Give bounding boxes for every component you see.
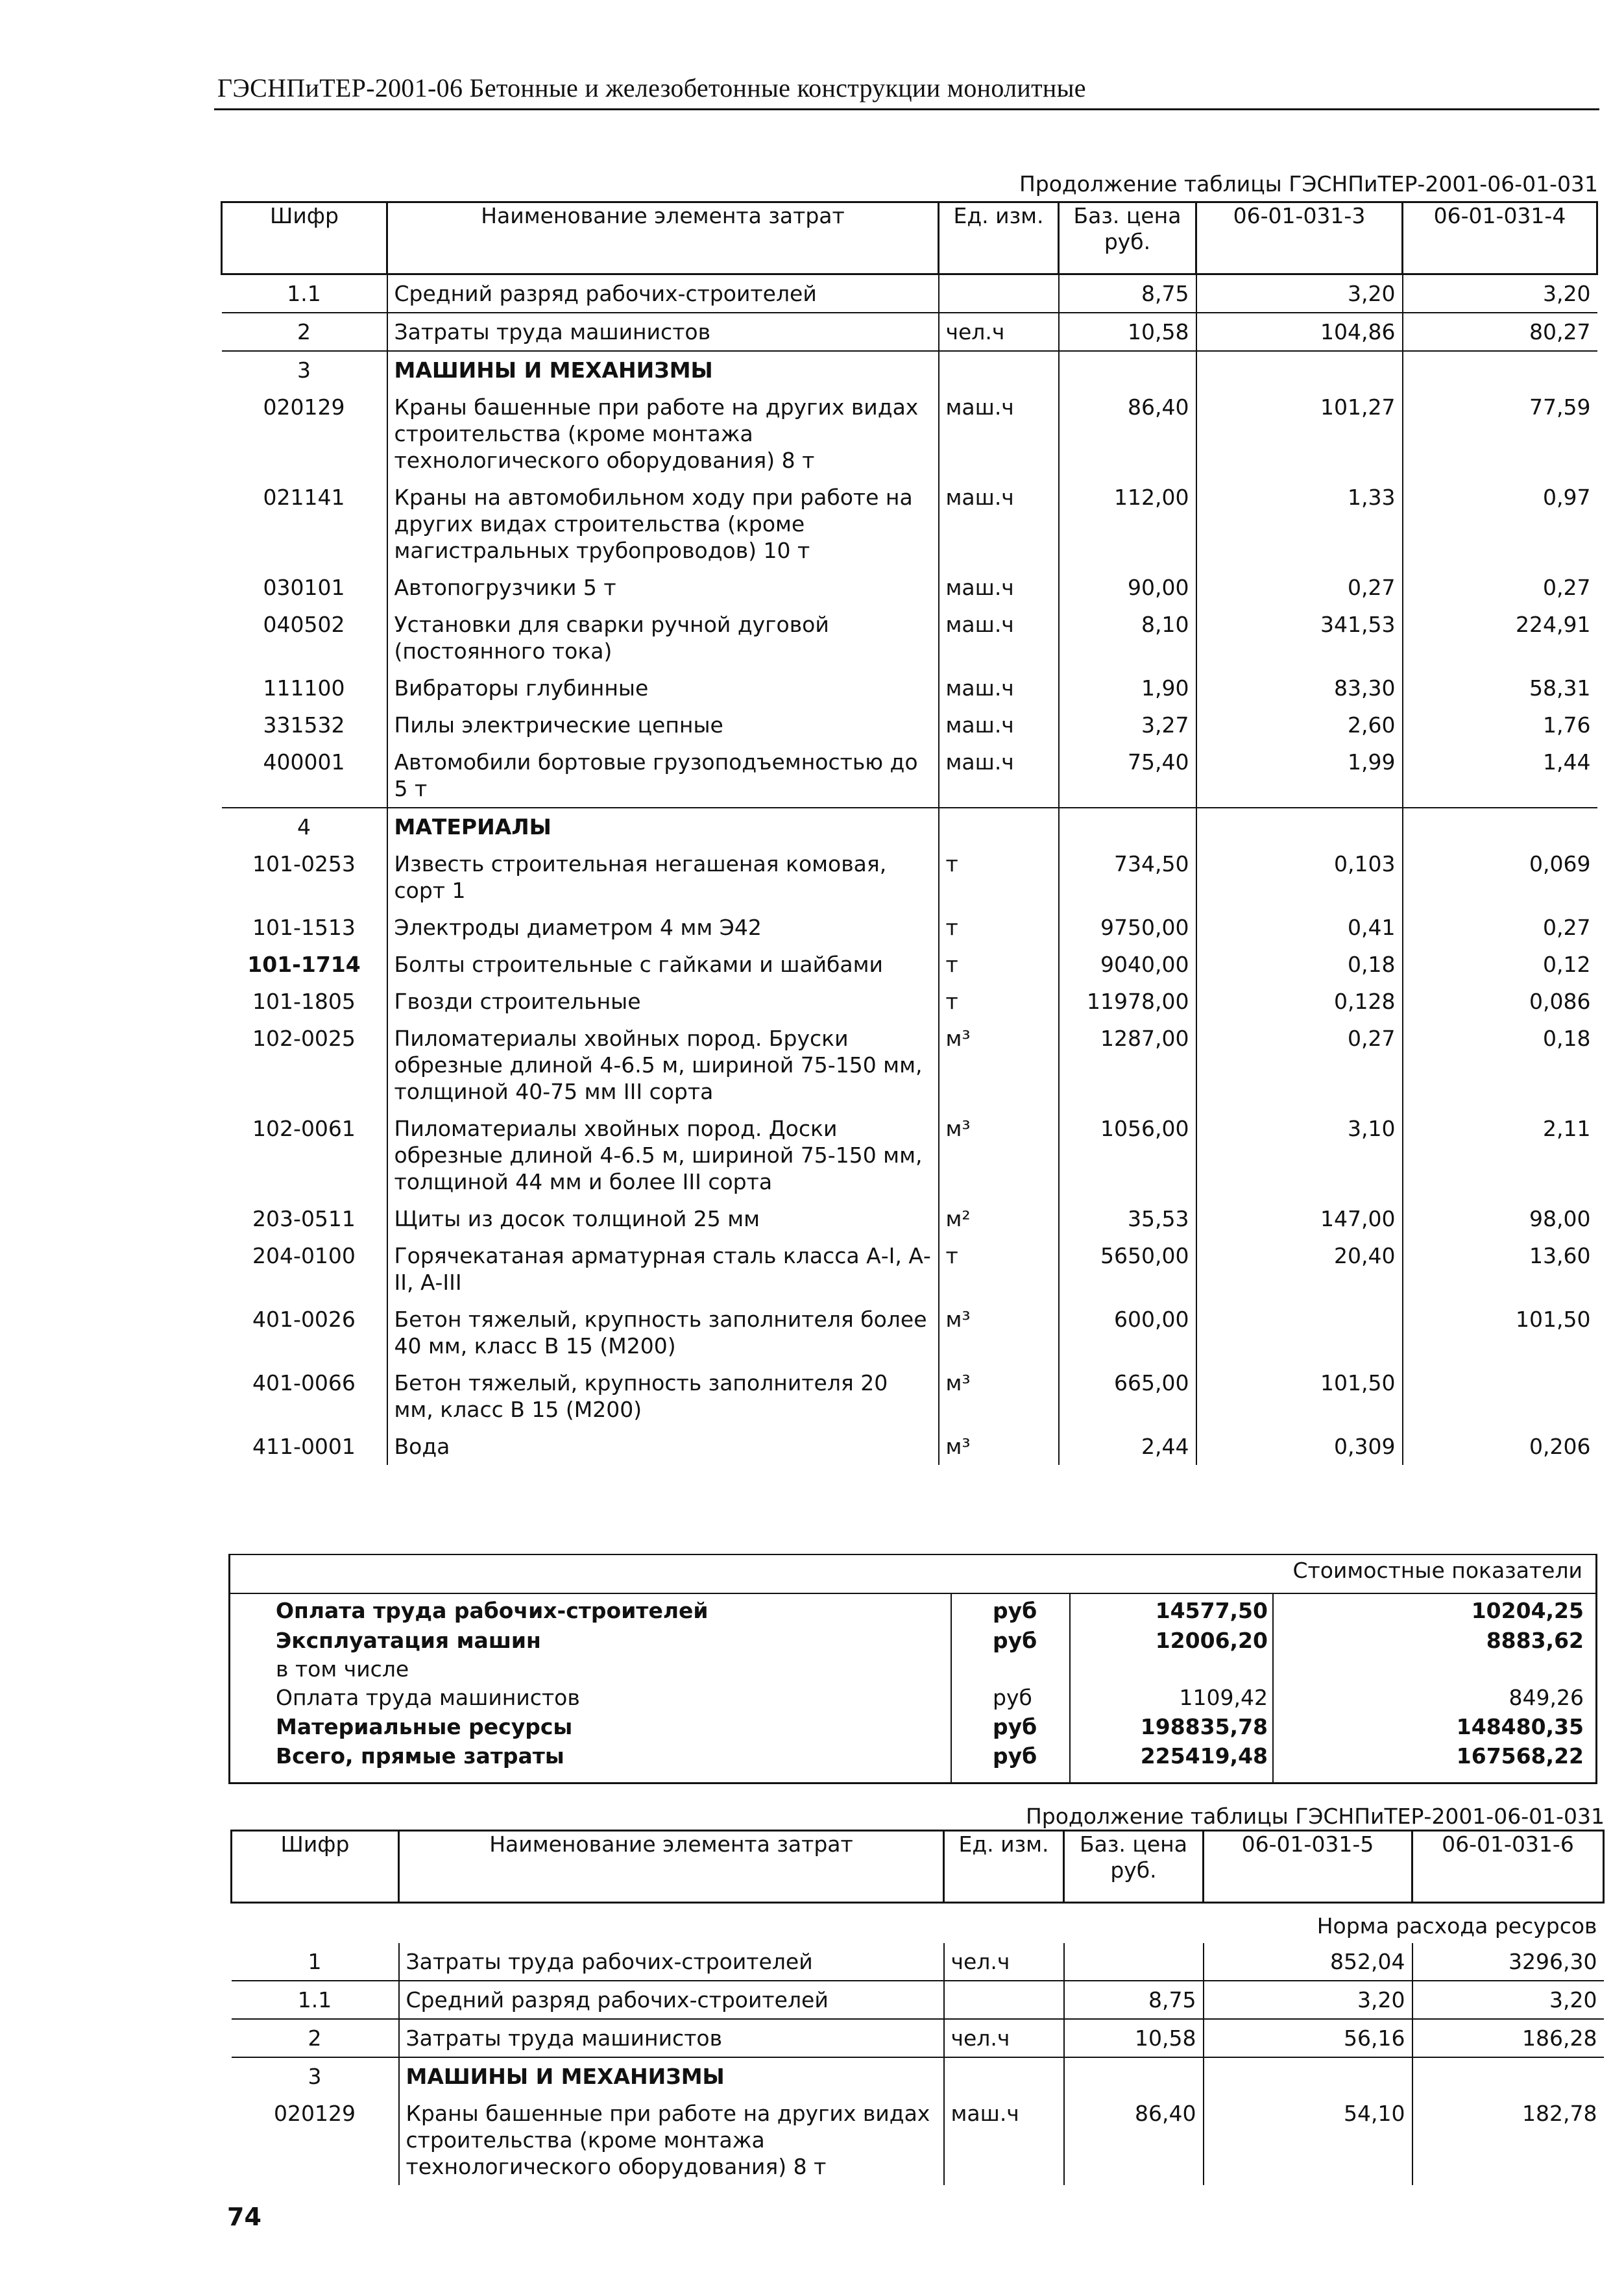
row-value-1: 3,10 (1196, 1110, 1403, 1200)
row-code: 102-0025 (252, 1026, 356, 1051)
summary-rule (230, 1593, 1595, 1594)
row-unit: т (939, 946, 1059, 983)
row-code: 020129 (274, 2101, 356, 2126)
row-price: 86,40 (1064, 2095, 1204, 2185)
row-price: 86,40 (1059, 389, 1196, 479)
row-price: 3,27 (1059, 707, 1196, 744)
row-value-2: 13,60 (1529, 1243, 1591, 1268)
table-row (222, 983, 1597, 1020)
row-value-1: 0,27 (1196, 1020, 1403, 1110)
row-code: 101-1714 (247, 952, 361, 977)
table-row (222, 845, 1597, 909)
row-unit: маш.ч (939, 389, 1059, 479)
table-body (222, 274, 1597, 1466)
table-row (222, 351, 1597, 389)
row-code: 101-0253 (252, 851, 356, 877)
table-row (232, 1943, 1604, 1981)
table-row (222, 1301, 1597, 1364)
summary-caption: Стоимостные показатели (1292, 1558, 1582, 1583)
row-price: 10,58 (1059, 313, 1196, 351)
row-value-2: 0,27 (1543, 915, 1591, 940)
table-row (222, 274, 1597, 313)
summary-value-2: 8883,62 (1486, 1628, 1584, 1653)
row-name: Установки для сварки ручной дуговой (постоянного тока) (387, 606, 939, 670)
row-value-1: 101,50 (1196, 1364, 1403, 1428)
row-code: 111100 (263, 675, 345, 701)
table-row (222, 808, 1597, 845)
row-price (1064, 2057, 1204, 2095)
row-name: Средний разряд рабочих-строителей (399, 1981, 944, 2019)
table-row (222, 670, 1597, 707)
row-code: 400001 (263, 749, 345, 775)
row-unit: т (939, 1237, 1059, 1301)
row-code: 2 (232, 2019, 399, 2057)
row-name: Затраты труда машинистов (387, 313, 939, 351)
row-code: 020129 (263, 394, 345, 420)
summary-value-2: 167568,22 (1456, 1743, 1584, 1769)
row-unit: чел.ч (944, 1943, 1064, 1981)
row-code: 411-0001 (252, 1434, 356, 1459)
row-unit: маш.ч (939, 606, 1059, 670)
row-name: МАШИНЫ И МЕХАНИЗМЫ (399, 2057, 944, 2095)
summary-row (230, 1743, 1595, 1772)
row-name: Горячекатаная арматурная сталь класса А-I, А-II, А-III (387, 1237, 939, 1301)
row-value-2: 77,59 (1529, 394, 1591, 420)
row-price: 8,75 (1064, 1981, 1204, 2019)
row-unit: м² (939, 1200, 1059, 1237)
row-value-1: 83,30 (1196, 670, 1403, 707)
running-header: ГЭСНПиТЕР-2001-06 Бетонные и железобетонные конструкции монолитные (217, 73, 1086, 103)
row-value-2: 80,27 (1403, 313, 1597, 351)
row-code: 3 (222, 351, 387, 389)
summary-unit: руб (993, 1598, 1037, 1623)
summary-row (230, 1628, 1595, 1656)
summary-unit: руб (993, 1628, 1037, 1653)
row-value-1 (1196, 1301, 1403, 1364)
row-price: 75,40 (1059, 744, 1196, 808)
row-value-1: 0,27 (1196, 569, 1403, 606)
row-price: 90,00 (1059, 569, 1196, 606)
table-row (232, 2057, 1604, 2095)
row-value-1: 0,18 (1196, 946, 1403, 983)
row-price: 11978,00 (1059, 983, 1196, 1020)
row-value-1: 56,16 (1204, 2019, 1412, 2057)
row-value-2: 0,18 (1543, 1026, 1591, 1051)
row-code: 331532 (263, 712, 345, 738)
summary-box (228, 1554, 1597, 1784)
row-code: 1 (308, 1949, 322, 1974)
header-price: Баз. цена руб. (1059, 202, 1196, 274)
row-value-1: 1,99 (1196, 744, 1403, 808)
row-value-2: 0,069 (1529, 851, 1591, 877)
row-name: Краны башенные при работе на других видах строительства (кроме монтажа технологического оборудования) 8 т (387, 389, 939, 479)
row-name: Краны башенные при работе на других видах строительства (кроме монтажа технологического оборудования) 8 т (399, 2095, 944, 2185)
table-row (222, 1110, 1597, 1200)
row-unit: маш.ч (944, 2095, 1064, 2185)
table-row (222, 707, 1597, 744)
row-unit: т (939, 983, 1059, 1020)
row-code: 2 (222, 313, 387, 351)
row-unit: м³ (939, 1364, 1059, 1428)
table-row (222, 313, 1597, 351)
row-price: 8,75 (1059, 274, 1196, 313)
table-body (232, 1943, 1604, 2185)
table-row (222, 1020, 1597, 1110)
row-code: 1.1 (232, 1981, 399, 2019)
row-unit: м³ (939, 1020, 1059, 1110)
row-unit: маш.ч (939, 670, 1059, 707)
row-name: Вода (387, 1428, 939, 1465)
row-code: 1.1 (287, 281, 321, 306)
row-code: 102-0061 (252, 1116, 356, 1141)
row-value-2: 3,20 (1543, 281, 1591, 306)
row-value-2: 101,50 (1516, 1307, 1591, 1332)
row-name: Вибраторы глубинные (387, 670, 939, 707)
row-price: 1287,00 (1059, 1020, 1196, 1110)
row-code: 204-0100 (252, 1243, 356, 1268)
row-name: Затраты труда машинистов (399, 2019, 944, 2057)
summary-label: Оплата труда рабочих-строителей (276, 1598, 709, 1623)
row-value-2: 0,27 (1543, 575, 1591, 600)
row-value-1: 0,128 (1196, 983, 1403, 1020)
row-price: 10,58 (1064, 2019, 1204, 2057)
row-unit: маш.ч (939, 744, 1059, 808)
header-rule (214, 108, 1599, 110)
summary-unit: руб (993, 1685, 1032, 1710)
row-price: 1,90 (1059, 670, 1196, 707)
row-value-2: 224,91 (1516, 612, 1591, 637)
table-continuation-caption: Продолжение таблицы ГЭСНПиТЕР-2001-06-01-031 (1019, 171, 1598, 197)
table-row (232, 1981, 1604, 2019)
row-value-1: 2,60 (1196, 707, 1403, 744)
header-col2: 06-01-031-4 (1403, 202, 1597, 274)
row-value-1 (1204, 2057, 1412, 2095)
table-row (222, 1200, 1597, 1237)
row-name: Бетон тяжелый, крупность заполнителя 20 мм, класс В 15 (М200) (387, 1364, 939, 1428)
row-unit: м³ (939, 1301, 1059, 1364)
summary-row (230, 1598, 1595, 1626)
row-value-2: 3296,30 (1509, 1949, 1597, 1974)
row-unit (944, 1981, 1064, 2019)
row-unit (939, 351, 1059, 389)
row-value-2: 0,086 (1529, 989, 1591, 1014)
row-price: 600,00 (1059, 1301, 1196, 1364)
summary-label: в том числе (276, 1656, 409, 1682)
row-unit: м³ (939, 1110, 1059, 1200)
row-code: 401-0066 (252, 1370, 356, 1396)
summary-row (230, 1685, 1595, 1713)
row-unit (939, 274, 1059, 313)
summary-unit: руб (993, 1714, 1037, 1739)
summary-label: Материальные ресурсы (276, 1714, 573, 1739)
table-row (222, 606, 1597, 670)
row-code: 101-1805 (252, 989, 356, 1014)
row-value-2: 182,78 (1522, 2101, 1597, 2126)
row-value-1 (1196, 808, 1403, 845)
header-name: Наименование элемента затрат (399, 1831, 944, 1903)
header-price: Баз. цена руб. (1064, 1831, 1204, 1903)
row-unit (944, 2057, 1064, 2095)
header-name: Наименование элемента затрат (387, 202, 939, 274)
row-unit: маш.ч (939, 569, 1059, 606)
row-unit: т (939, 909, 1059, 946)
table-row (222, 569, 1597, 606)
header-code: Шифр (232, 1831, 399, 1903)
row-unit: маш.ч (939, 707, 1059, 744)
row-unit (939, 808, 1059, 845)
row-code: 3 (232, 2057, 399, 2095)
header-col2: 06-01-031-6 (1412, 1831, 1604, 1903)
row-price (1064, 1943, 1204, 1981)
row-name: Известь строительная негашеная комовая, сорт 1 (387, 845, 939, 909)
row-unit: чел.ч (939, 313, 1059, 351)
row-value-2: 58,31 (1529, 675, 1591, 701)
row-unit: м³ (939, 1428, 1059, 1465)
row-price: 8,10 (1059, 606, 1196, 670)
row-name: Щиты из досок толщиной 25 мм (387, 1200, 939, 1237)
header-code: Шифр (222, 202, 387, 274)
row-name: Пилы электрические цепные (387, 707, 939, 744)
summary-value-1: 225419,48 (1140, 1743, 1268, 1769)
row-price: 1056,00 (1059, 1110, 1196, 1200)
row-unit: т (939, 845, 1059, 909)
summary-unit: руб (993, 1743, 1037, 1769)
table-row (222, 479, 1597, 569)
row-value-2 (1412, 2057, 1604, 2095)
row-price: 665,00 (1059, 1364, 1196, 1428)
row-name: Средний разряд рабочих-строителей (387, 274, 939, 313)
summary-value-1: 14577,50 (1155, 1598, 1268, 1623)
row-price: 9040,00 (1059, 946, 1196, 983)
header-col1: 06-01-031-3 (1196, 202, 1403, 274)
row-value-2: 3,20 (1412, 1981, 1604, 2019)
resource-table-2 (230, 1830, 1605, 2185)
row-price (1059, 808, 1196, 845)
summary-value-1: 12006,20 (1155, 1628, 1268, 1653)
row-name: Автомобили бортовые грузоподъемностью до 5 т (387, 744, 939, 808)
table-continuation-caption: Продолжение таблицы ГЭСНПиТЕР-2001-06-01-031 (1025, 1804, 1605, 1829)
row-value-1: 54,10 (1204, 2095, 1412, 2185)
row-name: Затраты труда рабочих-строителей (399, 1943, 944, 1981)
row-value-2: 98,00 (1529, 1206, 1591, 1231)
row-value-2: 1,76 (1543, 712, 1591, 738)
row-name: Пиломатериалы хвойных пород. Бруски обрезные длиной 4-6.5 м, шириной 75-150 мм, толщиной 40-75 мм III сорта (387, 1020, 939, 1110)
cost-summary (228, 1554, 1597, 1784)
norm-caption-row (232, 1903, 1604, 1944)
row-name: Бетон тяжелый, крупность заполнителя более 40 мм, класс В 15 (М200) (387, 1301, 939, 1364)
row-name: Гвозди строительные (387, 983, 939, 1020)
row-value-2 (1403, 808, 1597, 845)
table-row (232, 2095, 1604, 2185)
row-value-1: 104,86 (1196, 313, 1403, 351)
row-value-2 (1403, 351, 1597, 389)
row-value-1: 1,33 (1196, 479, 1403, 569)
row-code: 030101 (263, 575, 345, 600)
table-row (222, 1237, 1597, 1301)
row-value-2: 0,12 (1543, 952, 1591, 977)
row-value-1: 3,20 (1204, 1981, 1412, 2019)
row-name: Автопогрузчики 5 т (387, 569, 939, 606)
row-value-1: 0,309 (1196, 1428, 1403, 1465)
row-unit: маш.ч (939, 479, 1059, 569)
resource-table-1 (221, 201, 1598, 1465)
summary-value-2: 849,26 (1509, 1685, 1584, 1710)
table-row (222, 946, 1597, 983)
table-row (222, 1428, 1597, 1465)
row-price: 35,53 (1059, 1200, 1196, 1237)
row-price: 734,50 (1059, 845, 1196, 909)
summary-label: Эксплуатация машин (276, 1628, 541, 1653)
row-value-1: 147,00 (1196, 1200, 1403, 1237)
header-unit: Ед. изм. (939, 202, 1059, 274)
page-number: 74 (227, 2203, 261, 2231)
row-value-1: 0,41 (1196, 909, 1403, 946)
row-value-1: 852,04 (1204, 1943, 1412, 1981)
row-name: МАШИНЫ И МЕХАНИЗМЫ (387, 351, 939, 389)
row-name: Пиломатериалы хвойных пород. Доски обрезные длиной 4-6.5 м, шириной 75-150 мм, толщиной 44 мм и более III сорта (387, 1110, 939, 1200)
row-value-1: 341,53 (1196, 606, 1403, 670)
table-row (222, 1364, 1597, 1428)
summary-value-2: 148480,35 (1456, 1714, 1584, 1739)
table-row (232, 2019, 1604, 2057)
row-code: 040502 (263, 612, 345, 637)
header-unit: Ед. изм. (944, 1831, 1064, 1903)
row-price: 9750,00 (1059, 909, 1196, 946)
summary-label: Всего, прямые затраты (276, 1743, 564, 1769)
table-header-row (222, 202, 1597, 274)
row-code: 4 (222, 808, 387, 845)
summary-value-2: 10204,25 (1471, 1598, 1584, 1623)
table-row (222, 909, 1597, 946)
table-row (222, 389, 1597, 479)
row-value-2: 186,28 (1412, 2019, 1604, 2057)
row-unit: чел.ч (944, 2019, 1064, 2057)
row-price: 2,44 (1059, 1428, 1196, 1465)
row-name: МАТЕРИАЛЫ (387, 808, 939, 845)
row-name: Краны на автомобильном ходу при работе на других видах строительства (кроме магистральных трубопроводов) 10 т (387, 479, 939, 569)
row-price (1059, 351, 1196, 389)
row-value-2: 2,11 (1543, 1116, 1591, 1141)
row-value-2: 1,44 (1543, 749, 1591, 775)
row-value-2 (1403, 1364, 1597, 1428)
summary-row (230, 1714, 1595, 1743)
row-name: Болты строительные с гайками и шайбами (387, 946, 939, 983)
summary-value-1: 1109,42 (1179, 1685, 1268, 1710)
row-code: 203-0511 (252, 1206, 356, 1231)
row-price: 112,00 (1059, 479, 1196, 569)
row-value-1: 20,40 (1196, 1237, 1403, 1301)
row-value-2: 0,206 (1529, 1434, 1591, 1459)
row-name: Электроды диаметром 4 мм Э42 (387, 909, 939, 946)
row-value-2: 0,97 (1543, 485, 1591, 510)
row-code: 021141 (263, 485, 345, 510)
header-col1: 06-01-031-5 (1204, 1831, 1412, 1903)
summary-label: Оплата труда машинистов (276, 1685, 580, 1710)
norm-caption: Норма расхода ресурсов (232, 1903, 1604, 1944)
row-price: 5650,00 (1059, 1237, 1196, 1301)
row-value-1: 101,27 (1196, 389, 1403, 479)
table-header-row (232, 1831, 1604, 1903)
row-value-1 (1196, 351, 1403, 389)
table-row (222, 744, 1597, 808)
row-value-1: 0,103 (1196, 845, 1403, 909)
row-code: 101-1513 (252, 915, 356, 940)
row-value-1: 3,20 (1196, 274, 1403, 313)
summary-row (230, 1656, 1595, 1685)
row-code: 401-0026 (252, 1307, 356, 1332)
summary-value-1: 198835,78 (1140, 1714, 1268, 1739)
